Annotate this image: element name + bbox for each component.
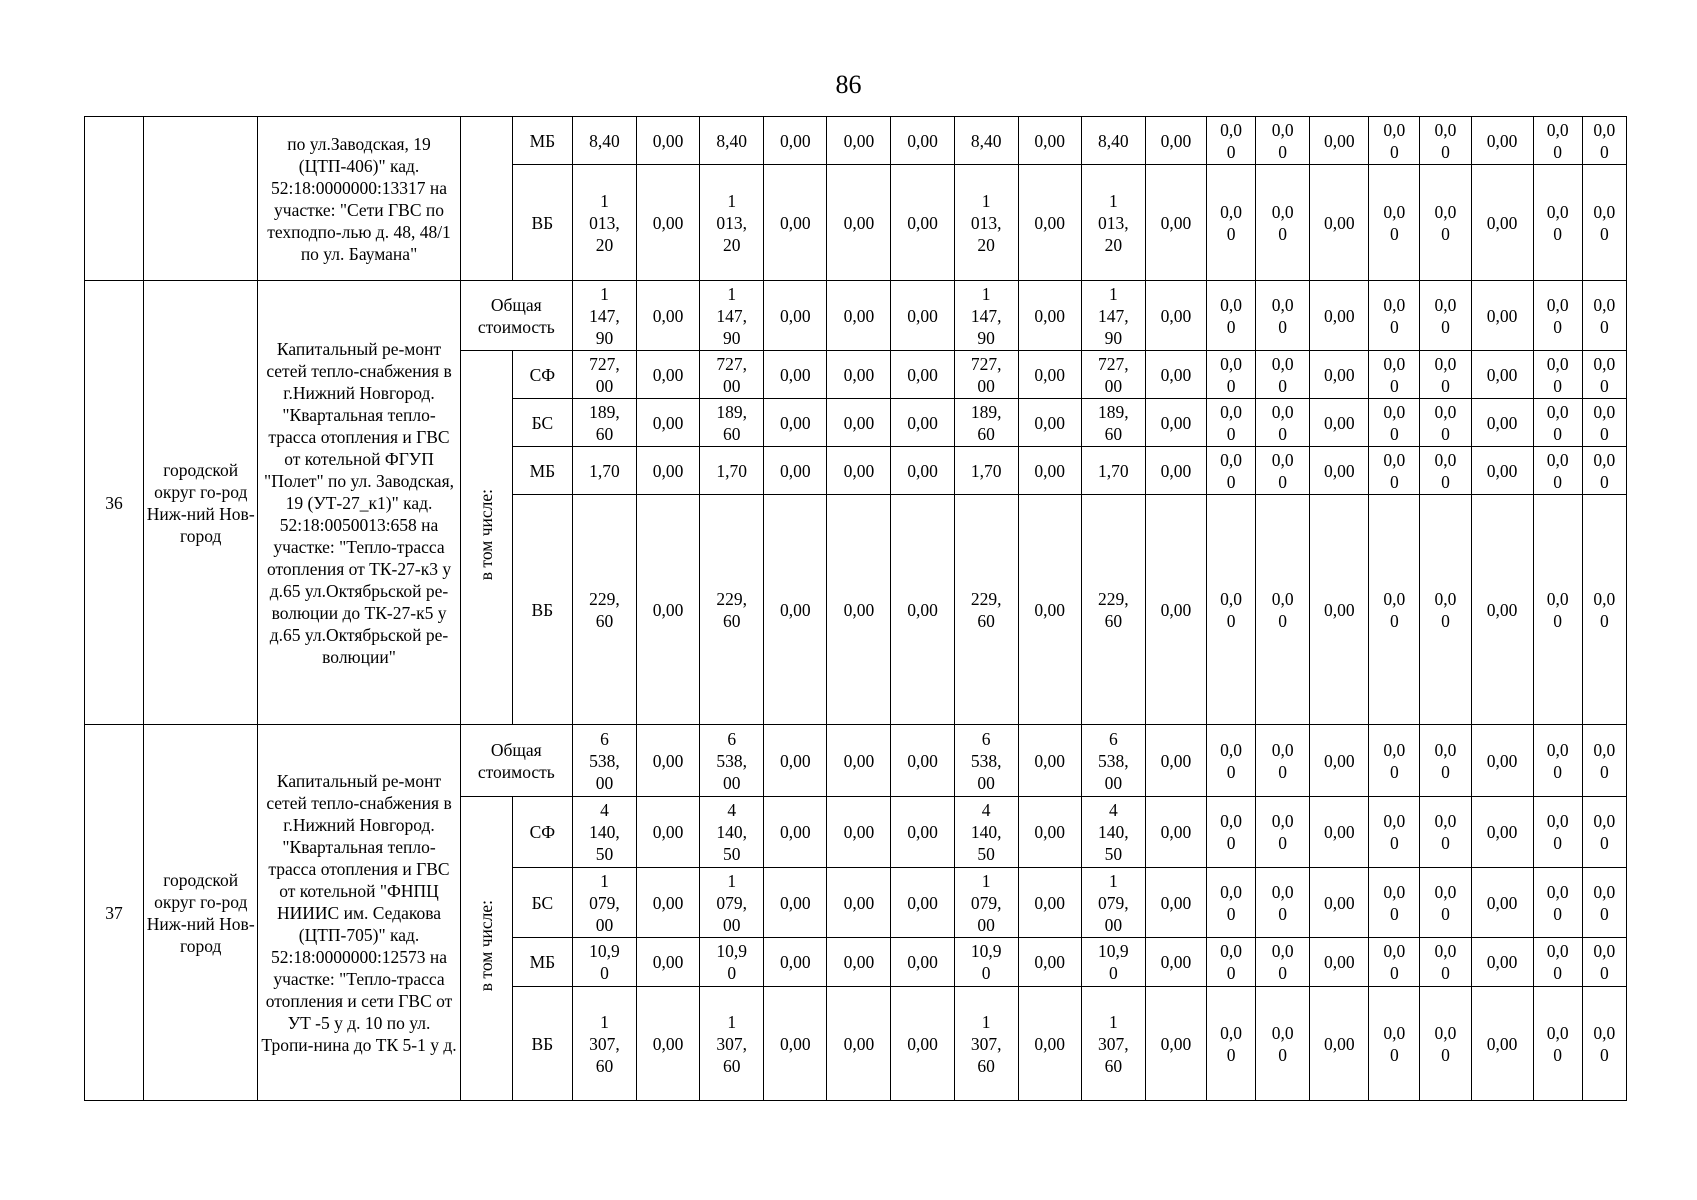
value-cell: 6 538, 00 [954,725,1018,797]
value-cell: 0,00 [891,399,954,447]
value-cell: 0,0 0 [1207,351,1256,399]
value-cell: 0,0 0 [1582,495,1626,725]
value-cell: 1 307, 60 [1081,987,1145,1101]
value-cell: 1 147, 90 [572,281,636,351]
total-label: Общая стоимость [460,281,572,351]
value-cell: 0,00 [1145,351,1206,399]
value-cell: 0,00 [827,495,891,725]
value-cell: 229, 60 [700,495,764,725]
row-b0-0 [85,117,1627,165]
value-cell: 0,0 0 [1207,495,1256,725]
value-cell: 189, 60 [954,399,1018,447]
row-number: 36 [85,281,144,725]
value-cell: 0,0 0 [1582,797,1626,868]
value-cell: 0,00 [1471,938,1533,987]
value-cell: 0,0 0 [1256,165,1310,281]
value-cell: 189, 60 [1081,399,1145,447]
value-cell: 0,0 0 [1369,117,1420,165]
value-cell: 727, 00 [1081,351,1145,399]
value-cell: 0,00 [637,725,700,797]
value-cell: 0,00 [1471,797,1533,868]
value-cell: 0,00 [891,351,954,399]
value-cell: 0,0 0 [1420,868,1471,938]
value-cell: 0,00 [764,725,827,797]
value-cell: 1 013, 20 [1081,165,1145,281]
value-cell: 8,40 [700,117,764,165]
value-cell: 0,00 [1310,725,1369,797]
value-cell: 0,0 0 [1533,399,1582,447]
source-label: МБ [512,447,572,495]
value-cell: 0,00 [827,725,891,797]
value-cell: 0,0 0 [1420,351,1471,399]
value-cell: 0,0 0 [1420,447,1471,495]
value-cell: 0,00 [827,868,891,938]
value-cell: 0,00 [1471,447,1533,495]
row-b2-total [85,725,1627,797]
value-cell: 0,0 0 [1582,938,1626,987]
value-cell: 0,00 [827,165,891,281]
value-cell: 0,00 [1471,868,1533,938]
value-cell: 0,00 [891,447,954,495]
value-cell: 1,70 [1081,447,1145,495]
value-cell: 0,00 [891,938,954,987]
value-cell: 0,00 [1471,117,1533,165]
value-cell: 0,0 0 [1582,281,1626,351]
value-cell: 0,0 0 [1207,987,1256,1101]
value-cell: 0,0 0 [1207,725,1256,797]
value-cell: 0,0 0 [1582,351,1626,399]
value-cell: 0,00 [1310,868,1369,938]
value-cell: 0,00 [891,868,954,938]
value-cell: 0,0 0 [1533,281,1582,351]
value-cell: 0,00 [764,281,827,351]
value-cell: 189, 60 [700,399,764,447]
source-label: БС [512,399,572,447]
value-cell: 0,00 [1018,725,1081,797]
value-cell: 0,00 [1018,351,1081,399]
value-cell: 0,00 [764,797,827,868]
value-cell: 0,00 [764,399,827,447]
value-cell: 4 140, 50 [572,797,636,868]
value-cell: 0,00 [764,351,827,399]
budget-table [84,116,1627,1101]
value-cell: 6 538, 00 [700,725,764,797]
value-cell: 0,00 [1145,495,1206,725]
value-cell: 0,0 0 [1533,351,1582,399]
value-cell: 1,70 [954,447,1018,495]
value-cell: 0,0 0 [1207,868,1256,938]
value-cell: 0,00 [1471,281,1533,351]
value-cell: 0,0 0 [1582,447,1626,495]
value-cell: 0,00 [764,447,827,495]
value-cell: 0,0 0 [1420,725,1471,797]
value-cell: 0,0 0 [1533,868,1582,938]
value-cell: 0,0 0 [1207,938,1256,987]
value-cell: 0,00 [827,797,891,868]
value-cell: 0,00 [1310,399,1369,447]
value-cell: 727, 00 [954,351,1018,399]
value-cell: 0,0 0 [1256,281,1310,351]
value-cell: 0,0 0 [1369,165,1420,281]
value-cell: 0,0 0 [1582,725,1626,797]
value-cell: 10,9 0 [1081,938,1145,987]
value-cell: 0,00 [1145,987,1206,1101]
value-cell: 0,0 0 [1256,987,1310,1101]
value-cell: 0,00 [637,447,700,495]
sub-label-cell [460,117,512,281]
value-cell: 0,0 0 [1582,868,1626,938]
value-cell: 229, 60 [1081,495,1145,725]
value-cell: 0,00 [1145,165,1206,281]
value-cell: 8,40 [1081,117,1145,165]
value-cell: 0,00 [637,281,700,351]
value-cell: 0,00 [764,868,827,938]
page-number: 86 [835,70,862,99]
value-cell: 0,00 [1310,117,1369,165]
value-cell: 6 538, 00 [572,725,636,797]
value-cell: 0,0 0 [1533,165,1582,281]
value-cell: 0,0 0 [1420,797,1471,868]
value-cell: 1,70 [700,447,764,495]
value-cell: 0,00 [1018,165,1081,281]
value-cell: 0,0 0 [1256,495,1310,725]
value-cell: 0,00 [827,938,891,987]
value-cell: 4 140, 50 [954,797,1018,868]
value-cell: 8,40 [572,117,636,165]
value-cell: 0,0 0 [1420,117,1471,165]
value-cell: 0,00 [1018,495,1081,725]
value-cell: 4 140, 50 [1081,797,1145,868]
value-cell: 0,0 0 [1369,495,1420,725]
value-cell: 0,00 [1018,987,1081,1101]
value-cell: 0,0 0 [1207,117,1256,165]
project-description: Капитальный ре-монт сетей тепло-снабжения в г.Нижний Новгород. "Квартальная тепло-трасса отопления и ГВС от котельной "ФНПЦ НИИИС им. Седакова (ЦТП-705)" кад. 52:18:0000000:12573 на участке: "Тепло-трасса отопления и сети ГВС от УТ -5 у д. 10 по ул. Тропи-нина до ТК 5-1 у д. [258,725,460,1101]
value-cell: 0,0 0 [1533,797,1582,868]
value-cell: 0,00 [1310,165,1369,281]
value-cell: 0,0 0 [1207,281,1256,351]
value-cell: 6 538, 00 [1081,725,1145,797]
value-cell: 0,00 [891,117,954,165]
value-cell: 1 013, 20 [954,165,1018,281]
value-cell: 0,00 [1471,725,1533,797]
value-cell: 0,0 0 [1369,868,1420,938]
value-cell: 0,00 [1310,797,1369,868]
district: городской округ го-род Ниж-ний Нов-город [144,281,258,725]
value-cell: 0,00 [1471,351,1533,399]
value-cell: 0,0 0 [1420,938,1471,987]
value-cell: 0,0 0 [1369,447,1420,495]
value-cell: 0,0 0 [1256,351,1310,399]
value-cell: 0,00 [637,938,700,987]
value-cell: 0,00 [827,987,891,1101]
value-cell: 0,0 0 [1256,725,1310,797]
value-cell: 0,0 0 [1256,447,1310,495]
value-cell: 0,0 0 [1533,495,1582,725]
value-cell: 0,00 [637,868,700,938]
value-cell: 0,00 [891,281,954,351]
value-cell: 0,0 0 [1256,938,1310,987]
source-label: МБ [512,938,572,987]
value-cell: 727, 00 [700,351,764,399]
value-cell: 0,0 0 [1369,281,1420,351]
number-cell [85,117,144,281]
value-cell: 0,0 0 [1582,987,1626,1101]
value-cell: 0,00 [1018,281,1081,351]
value-cell: 0,0 0 [1207,399,1256,447]
total-label: Общая стоимость [460,725,572,797]
value-cell: 1 307, 60 [572,987,636,1101]
value-cell: 0,0 0 [1256,399,1310,447]
value-cell: 0,00 [1145,281,1206,351]
value-cell: 0,0 0 [1582,165,1626,281]
value-cell: 0,0 0 [1369,725,1420,797]
value-cell: 0,00 [827,351,891,399]
value-cell: 1 079, 00 [954,868,1018,938]
value-cell: 0,0 0 [1369,399,1420,447]
value-cell: 1 013, 20 [700,165,764,281]
value-cell: 1 307, 60 [954,987,1018,1101]
value-cell: 0,00 [1145,797,1206,868]
value-cell: 0,0 0 [1420,165,1471,281]
source-label: ВБ [512,165,572,281]
value-cell: 0,00 [827,281,891,351]
value-cell: 189, 60 [572,399,636,447]
value-cell: 0,00 [1145,868,1206,938]
value-cell: 0,00 [1018,399,1081,447]
value-cell: 1 079, 00 [700,868,764,938]
source-label: ВБ [512,987,572,1101]
value-cell: 0,00 [1145,117,1206,165]
value-cell: 1 307, 60 [700,987,764,1101]
value-cell: 0,00 [1018,117,1081,165]
project-description: Капитальный ре-монт сетей тепло-снабжения в г.Нижний Новгород. "Квартальная тепло-трасса отопления и ГВС от котельной ФГУП "Полет" по ул. Заводская, 19 (УТ-27_к1)" кад. 52:18:0050013:658 на участке: "Тепло-трасса отопления от ТК-27-к3 у д.65 ул.Октябрьской ре-волюции до ТК-27-к5 у д.65 ул.Октябрьской ре-волюции" [258,281,460,725]
value-cell: 0,00 [1310,495,1369,725]
value-cell: 0,00 [1018,447,1081,495]
value-cell: 0,00 [1018,797,1081,868]
value-cell: 0,00 [764,495,827,725]
value-cell: 0,00 [891,797,954,868]
value-cell: 0,0 0 [1420,281,1471,351]
value-cell: 0,0 0 [1533,117,1582,165]
value-cell: 10,9 0 [700,938,764,987]
sub-label-cell [460,797,512,1101]
value-cell: 0,00 [1310,281,1369,351]
value-cell: 0,0 0 [1533,987,1582,1101]
value-cell: 0,0 0 [1369,938,1420,987]
value-cell: 0,00 [764,987,827,1101]
value-cell: 0,00 [1310,447,1369,495]
value-cell: 0,00 [764,117,827,165]
district: городской округ го-род Ниж-ний Нов-город [144,725,258,1101]
value-cell: 0,0 0 [1256,117,1310,165]
sub-label: в том числе: [476,900,497,992]
value-cell: 1 147, 90 [700,281,764,351]
source-label: ВБ [512,495,572,725]
value-cell: 4 140, 50 [700,797,764,868]
value-cell: 0,00 [637,399,700,447]
value-cell: 0,00 [1310,351,1369,399]
sub-label-cell [460,351,512,725]
value-cell: 0,0 0 [1533,938,1582,987]
value-cell: 0,00 [891,987,954,1101]
value-cell: 0,00 [891,725,954,797]
district-cell [144,117,258,281]
value-cell: 1 079, 00 [572,868,636,938]
value-cell: 0,00 [827,399,891,447]
value-cell: 0,0 0 [1533,725,1582,797]
value-cell: 727, 00 [572,351,636,399]
value-cell: 1 079, 00 [1081,868,1145,938]
value-cell: 0,00 [1310,987,1369,1101]
sub-label: в том числе: [476,489,497,581]
source-label: СФ [512,351,572,399]
value-cell: 0,00 [764,938,827,987]
value-cell: 10,9 0 [572,938,636,987]
value-cell: 0,00 [637,495,700,725]
value-cell: 0,0 0 [1420,987,1471,1101]
value-cell: 0,00 [1145,725,1206,797]
value-cell: 0,00 [637,797,700,868]
value-cell: 0,0 0 [1533,447,1582,495]
value-cell: 0,00 [637,117,700,165]
value-cell: 0,00 [1471,165,1533,281]
value-cell: 229, 60 [954,495,1018,725]
value-cell: 1,70 [572,447,636,495]
row-b1-total [85,281,1627,351]
source-label: СФ [512,797,572,868]
value-cell: 0,00 [637,351,700,399]
value-cell: 0,00 [1471,495,1533,725]
value-cell: 1 147, 90 [954,281,1018,351]
value-cell: 0,00 [1471,399,1533,447]
value-cell: 0,00 [891,165,954,281]
value-cell: 0,00 [1145,938,1206,987]
value-cell: 0,00 [891,495,954,725]
row-number: 37 [85,725,144,1101]
value-cell: 10,9 0 [954,938,1018,987]
value-cell: 0,00 [637,165,700,281]
value-cell: 8,40 [954,117,1018,165]
source-label: БС [512,868,572,938]
value-cell: 1 013, 20 [572,165,636,281]
value-cell: 0,00 [1018,938,1081,987]
value-cell: 0,0 0 [1420,495,1471,725]
value-cell: 0,0 0 [1420,399,1471,447]
value-cell: 0,00 [1145,447,1206,495]
source-label: МБ [512,117,572,165]
value-cell: 0,00 [1310,938,1369,987]
value-cell: 0,00 [1018,868,1081,938]
value-cell: 0,0 0 [1256,868,1310,938]
value-cell: 0,0 0 [1369,351,1420,399]
value-cell: 0,00 [1145,399,1206,447]
value-cell: 0,00 [827,117,891,165]
value-cell: 0,0 0 [1207,447,1256,495]
value-cell: 0,0 0 [1582,117,1626,165]
value-cell: 0,0 0 [1207,165,1256,281]
value-cell: 0,0 0 [1369,797,1420,868]
value-cell: 0,00 [1471,987,1533,1101]
value-cell: 0,00 [637,987,700,1101]
project-description: по ул.Заводская, 19 (ЦТП-406)" кад. 52:18:0000000:13317 на участке: "Сети ГВС по техподпо-лью д. 48, 48/1 по ул. Баумана" [258,117,460,281]
value-cell: 1 147, 90 [1081,281,1145,351]
value-cell: 0,00 [827,447,891,495]
value-cell: 0,0 0 [1207,797,1256,868]
value-cell: 0,0 0 [1369,987,1420,1101]
value-cell: 0,0 0 [1256,797,1310,868]
value-cell: 0,0 0 [1582,399,1626,447]
value-cell: 229, 60 [572,495,636,725]
value-cell: 0,00 [764,165,827,281]
